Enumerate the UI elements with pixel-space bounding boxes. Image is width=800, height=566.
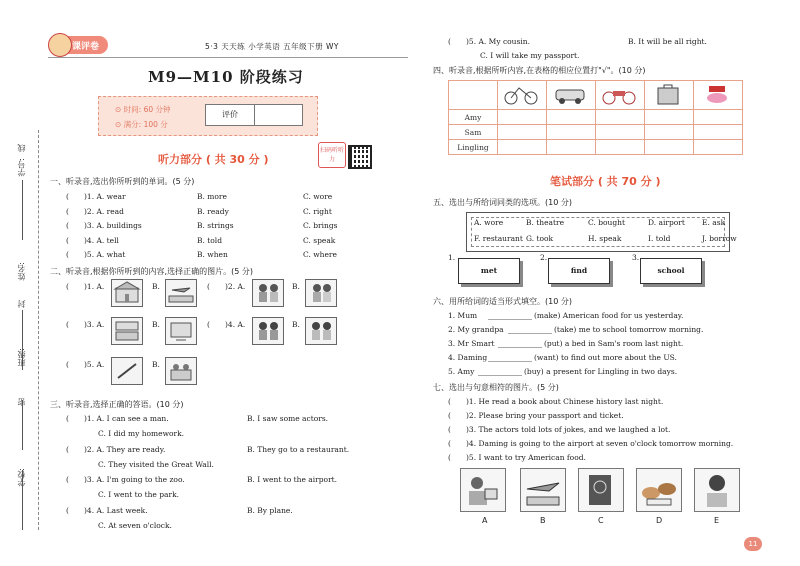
q6-sentence-end: (buy) a present for Lingling in two days. — [524, 367, 678, 376]
q6-sentence-end: (put) a bed in Sam's room last night. — [544, 339, 684, 348]
row-name-amy: Amy — [449, 110, 498, 125]
book-info: 5·3 天天练 小学英语 五年级下册 WY — [205, 42, 339, 51]
q6-blank[interactable] — [498, 347, 542, 348]
q5-box-find: find — [548, 258, 610, 284]
full-score: ⊙ 满分: 100 分 — [115, 120, 168, 129]
answer-paren[interactable]: ( — [66, 221, 69, 230]
class-label: 班级: — [17, 348, 26, 367]
q3-option-b: B. I saw some actors. — [247, 414, 329, 423]
q1-option-c: C. right — [303, 206, 332, 216]
q1-option-a: )5. A. what — [84, 250, 126, 259]
q3-option-b: B. They go to a restaurant. — [247, 444, 350, 454]
answer-paren[interactable]: ( — [66, 235, 69, 245]
q2-item-5-b: B. — [152, 360, 160, 369]
word-option: F. restaurant — [474, 234, 523, 243]
student-id-line — [22, 180, 23, 240]
q2-item-5-a: )5. A. — [84, 360, 105, 369]
scan-listen-stamp: 扫码听听力 — [318, 142, 346, 168]
q1-option-c: C. wore — [303, 192, 333, 201]
q3-option-c: C. They visited the Great Wall. — [98, 459, 214, 469]
q1-option-c: C. speak — [303, 235, 336, 245]
picture-c-passport — [578, 468, 624, 512]
q5-box-met: met — [458, 258, 520, 284]
answer-paren[interactable]: ( — [66, 250, 69, 259]
q3-option-a: )4. A. Last week. — [84, 505, 148, 515]
label-c: C — [598, 516, 604, 525]
q1-option-b: B. ready — [197, 206, 229, 216]
q4-heading: 四、听录音,根据所听内容,在表格的相应位置打"√"。(10 分) — [433, 66, 646, 75]
label-e: E — [714, 516, 720, 525]
q3-option-a: )2. A. They are ready. — [84, 444, 166, 454]
q6-sentence-start: 4. Daming — [448, 353, 488, 362]
picture-d-american-food — [636, 468, 682, 512]
answer-paren[interactable]: ( — [448, 411, 451, 420]
q3-item-5-b: B. It will be all right. — [628, 37, 707, 46]
q6-sentence-start: 1. Mum — [448, 311, 478, 320]
answer-paren[interactable]: ( — [448, 425, 451, 434]
q5-label-2: 2. — [540, 253, 548, 262]
badge-label: 课评卷 — [72, 42, 100, 52]
answer-paren[interactable]: ( — [66, 414, 69, 423]
suitcase-icon — [645, 81, 694, 110]
motorbike-icon — [596, 81, 645, 110]
q3-option-a: )1. A. I can see a man. — [84, 414, 169, 423]
answer-paren[interactable]: ( — [66, 444, 69, 454]
q1-option-a: )3. A. buildings — [84, 221, 142, 230]
school-label: 学校: — [17, 468, 26, 487]
q6-sentence-end: (take) me to school tomorrow morning. — [554, 325, 704, 334]
label-d: D — [656, 516, 663, 525]
picture-a-reading — [460, 468, 506, 512]
answer-paren[interactable]: ( — [66, 475, 69, 484]
restaurant-picture — [165, 357, 197, 385]
q3-option-c: C. I went to the park. — [98, 490, 180, 499]
q2-heading: 二、听录音,根据你所听到的内容,选择正确的图片。(5 分) — [50, 267, 253, 276]
seal-mark-2: 封 — [17, 300, 26, 308]
q5-label-1: 1. — [448, 253, 456, 262]
label-b: B — [540, 516, 546, 525]
kids-joking-picture — [252, 317, 284, 345]
page-title: M9—M10 阶段练习 — [148, 68, 304, 86]
mascot-icon — [48, 33, 72, 57]
q4-table — [448, 80, 743, 155]
q1-option-a: )1. A. wear — [84, 192, 126, 201]
header-rule — [48, 57, 408, 58]
q2-item-3-a: )3. A. — [84, 320, 105, 329]
word-option: G. took — [526, 234, 554, 243]
word-option: J. borrow — [702, 234, 737, 243]
q6-sentence-start: 3. Mr Smart — [448, 339, 495, 348]
answer-paren[interactable]: ( — [66, 505, 69, 515]
q1-option-c: C. where — [303, 250, 337, 259]
answer-paren[interactable]: ( — [448, 439, 451, 448]
q7-sentence: )2. Please bring your passport and ticket. — [466, 411, 624, 420]
word-option: H. speak — [588, 234, 622, 243]
school-line — [22, 470, 23, 530]
q2-item-2-a: )2. A. — [225, 282, 246, 291]
bicycle-icon — [498, 81, 547, 110]
class-line — [22, 400, 23, 450]
q1-option-a: )2. A. read — [84, 206, 124, 216]
q7-sentence: )4. Daming is going to the airport at seven o'clock tomorrow morning. — [466, 439, 734, 448]
q2-item-4-b: B. — [292, 320, 300, 329]
student-id-label: 学号: — [17, 158, 26, 177]
airport-picture — [165, 279, 197, 307]
answer-paren[interactable]: ( — [66, 192, 69, 201]
binding-line — [38, 130, 39, 530]
answer-paren[interactable]: ( — [448, 453, 451, 462]
q3-option-b: B. By plane. — [247, 505, 293, 515]
q3-option-a: )3. A. I'm going to the zoo. — [84, 475, 185, 484]
q6-blank[interactable] — [488, 361, 532, 362]
page-number: 11 — [744, 537, 762, 551]
word-option: A. wore — [474, 218, 504, 227]
school-building-picture — [111, 279, 143, 307]
q6-sentence-end: (make) American food for us yesterday. — [534, 311, 684, 320]
answer-paren[interactable]: ( — [66, 206, 69, 216]
q7-sentence: )1. He read a book about Chinese history last night. — [466, 397, 664, 406]
q1-option-b: B. when — [197, 250, 228, 259]
row-name-lingling: Lingling — [449, 140, 498, 155]
q1-option-b: B. strings — [197, 221, 234, 230]
pen-writing-picture — [111, 357, 143, 385]
q1-option-b: B. told — [197, 235, 223, 245]
q5-heading: 五、选出与所给词同类的选项。(10 分) — [433, 198, 572, 207]
kids-laughing-picture — [305, 317, 337, 345]
q3-option-b: B. I went to the airport. — [247, 475, 338, 484]
q2-item-1-a: )1. A. — [84, 282, 105, 291]
word-option: E. ask — [702, 218, 726, 227]
taxi-icon — [547, 81, 596, 110]
television-picture — [165, 317, 197, 345]
food-icon — [694, 81, 743, 110]
history-books-picture — [111, 317, 143, 345]
q1-option-b: B. more — [197, 192, 227, 201]
q1-option-c: C. brings — [303, 221, 338, 230]
children-reading-picture — [305, 279, 337, 307]
word-option: C. bought — [588, 218, 626, 227]
seal-mark: 线 — [17, 144, 26, 152]
word-option: B. theatre — [526, 218, 565, 227]
q2-item-3-b: B. — [152, 320, 160, 329]
q6-sentence-end: (want) to find out more about the US. — [534, 353, 677, 362]
q7-sentence: )5. I want to try American food. — [466, 453, 586, 462]
q2-item-4-a: )4. A. — [225, 320, 246, 329]
writing-section-title: 笔试部分 ( 共 70 分 ) — [550, 175, 661, 188]
q3-item-5-c: C. I will take my passport. — [480, 51, 580, 60]
q6-heading: 六、用所给词的适当形式填空。(10 分) — [433, 297, 572, 306]
word-option: I. told — [648, 234, 671, 243]
q6-blank[interactable] — [488, 319, 532, 320]
answer-paren[interactable]: ( — [448, 397, 451, 406]
q5-box-school: school — [640, 258, 702, 284]
picture-e-laughing — [694, 468, 740, 512]
q3-option-c: C. I did my homework. — [98, 429, 185, 438]
time-limit: ⊙ 时间: 60 分钟 — [115, 105, 171, 114]
listening-section-title: 听力部分 ( 共 30 分 ) — [158, 153, 269, 166]
q3-item-5-a: )5. A. My cousin. — [466, 37, 530, 46]
q6-blank[interactable] — [508, 333, 552, 334]
q7-sentence: )3. The actors told lots of jokes, and we laughed a lot. — [466, 425, 671, 434]
section-badge — [50, 36, 108, 54]
q3-heading: 三、听录音,选择正确的答语。(10 分) — [50, 400, 184, 409]
q3-option-c: C. At seven o'clock. — [98, 520, 172, 530]
q2-item-2-b: B. — [292, 282, 300, 291]
q1-option-a: )4. A. tell — [84, 235, 119, 245]
children-talking-picture — [252, 279, 284, 307]
evaluation-label: 评价 — [206, 105, 255, 125]
q6-sentence-start: 5. Amy — [448, 367, 475, 376]
word-option: D. airport — [648, 218, 685, 227]
label-a: A — [482, 516, 488, 525]
q1-heading: 一、听录音,选出你所听到的单词。(5 分) — [50, 177, 195, 186]
evaluation-box — [205, 104, 303, 126]
q2-item-1-b: B. — [152, 282, 160, 291]
name-label: 姓名: — [17, 262, 26, 281]
row-name-sam: Sam — [449, 125, 498, 140]
seal-mark-3: 密 — [17, 398, 26, 406]
q6-blank[interactable] — [478, 375, 522, 376]
q5-label-3: 3. — [632, 253, 640, 262]
q7-heading: 七、选出与句意相符的图片。(5 分) — [433, 383, 559, 392]
q6-sentence-start: 2. My grandpa — [448, 325, 504, 334]
picture-b-airport — [520, 468, 566, 512]
